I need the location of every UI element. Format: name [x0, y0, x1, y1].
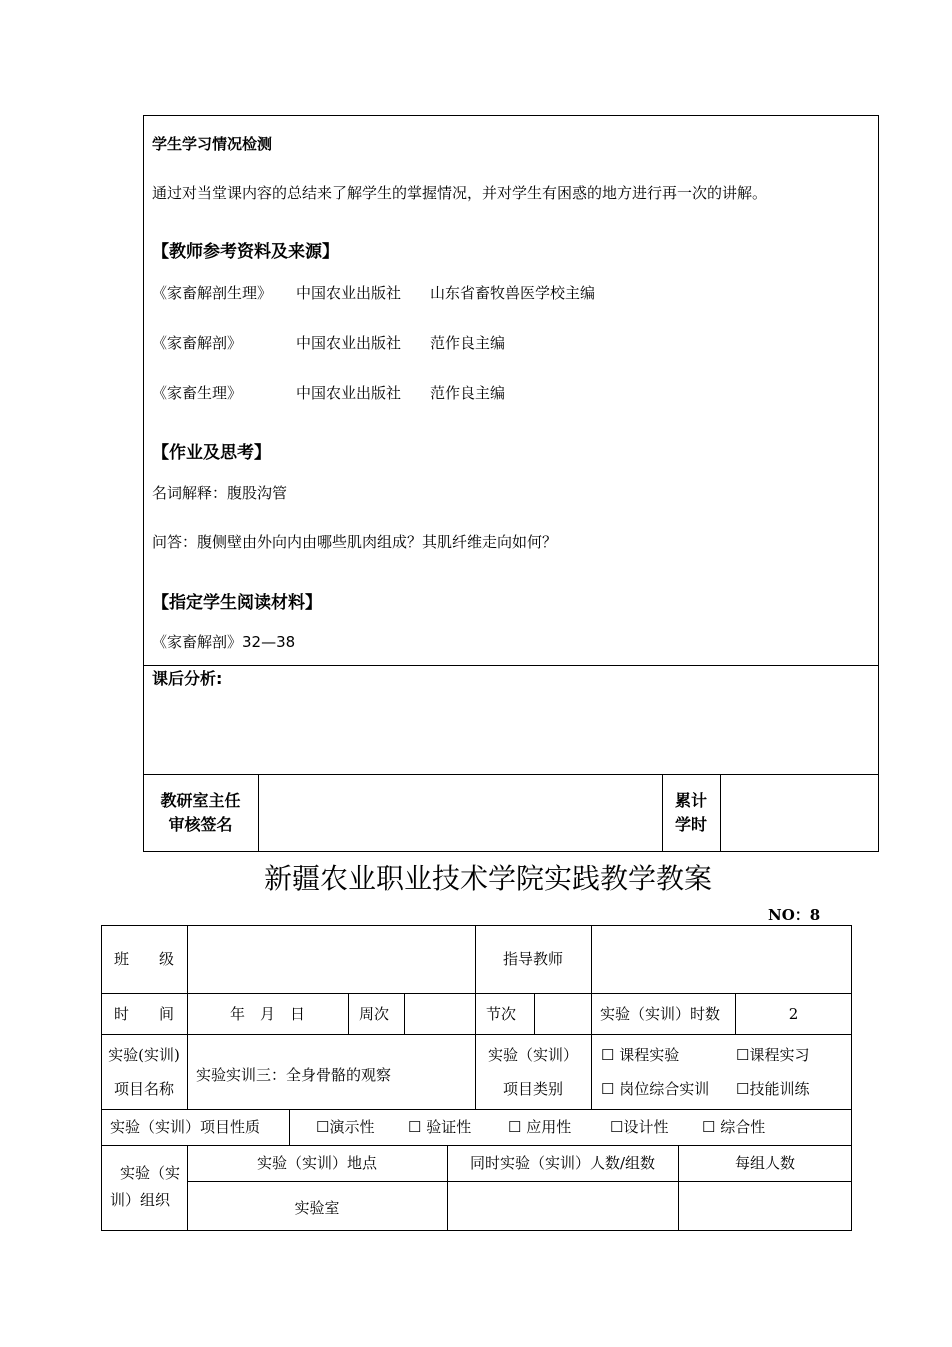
date-field: 年 月 日	[229, 1005, 305, 1023]
sign-label-line1: 教研室主任	[160, 791, 241, 810]
org-label-line1: 实验（实	[120, 1164, 181, 1182]
class-label: 班 级	[113, 950, 174, 968]
hours-value: 2	[788, 1005, 799, 1023]
ref-editor-2: 范作良主编	[430, 334, 506, 352]
ref-publisher-3: 中国农业出版社	[296, 384, 402, 402]
nature-comprehensive-checkbox[interactable]: ☐ 综合性	[702, 1118, 766, 1136]
homework-item-1: 名词解释：腹股沟管	[152, 484, 288, 502]
doc-number: NO：8	[768, 906, 821, 924]
row-line-5	[187, 1181, 852, 1182]
category-label-line1: 实验（实训）	[487, 1046, 578, 1064]
location-label: 实验（实训）地点	[256, 1154, 377, 1172]
hours-label-line2: 学时	[674, 815, 707, 834]
sign-label-line2: 审核签名	[168, 815, 233, 834]
check-heading: 学生学习情况检测	[152, 135, 273, 153]
reading-text: 《家畜解剖》32—38	[152, 633, 296, 651]
instructor-label: 指导教师	[502, 950, 563, 968]
org-label-line2: 训）组织	[110, 1191, 171, 1209]
category-label-line2: 项目类别	[502, 1080, 563, 1098]
ref-book-3: 《家畜生理》	[152, 384, 243, 402]
row-line-3	[101, 1109, 852, 1110]
doc-title: 新疆农业职业技术学院实践教学教案	[263, 862, 712, 895]
ref-publisher-2: 中国农业出版社	[296, 334, 402, 352]
row-line-2	[101, 1034, 852, 1035]
category-skill-training-checkbox[interactable]: ☐技能训练	[736, 1080, 810, 1098]
category-course-experiment-checkbox[interactable]: ☐ 课程实验	[601, 1046, 680, 1064]
nature-application-checkbox[interactable]: ☐ 应用性	[508, 1118, 572, 1136]
refs-heading: 【教师参考资料及来源】	[152, 242, 339, 262]
nature-label: 实验（实训）项目性质	[110, 1118, 261, 1136]
hours-label-line1: 累计	[674, 791, 707, 810]
project-label-line2: 项目名称	[113, 1080, 174, 1098]
divider-sign	[143, 774, 879, 775]
time-label: 时 间	[113, 1005, 174, 1023]
ref-publisher-1: 中国农业出版社	[296, 284, 402, 302]
project-label-line1: 实验(实训)	[108, 1046, 180, 1064]
row-line-4	[101, 1145, 852, 1146]
row-line-1	[101, 993, 852, 994]
location-value: 实验室	[294, 1199, 340, 1217]
category-course-internship-checkbox[interactable]: ☐课程实习	[736, 1046, 810, 1064]
category-comprehensive-training-checkbox[interactable]: ☐ 岗位综合实训	[601, 1080, 710, 1098]
col-line-week1	[348, 993, 349, 1034]
hours-label: 实验（实训）时数	[600, 1005, 721, 1023]
week-label: 周次	[359, 1005, 390, 1023]
per-group-label: 每组人数	[734, 1154, 795, 1172]
divider-sign-label	[258, 774, 259, 852]
analysis-label: 课后分析:	[152, 669, 223, 688]
col-line-nature	[289, 1109, 290, 1145]
homework-heading: 【作业及思考】	[152, 443, 271, 463]
nature-verification-checkbox[interactable]: ☐ 验证性	[408, 1118, 472, 1136]
ref-editor-1: 山东省畜牧兽医学校主编	[430, 284, 596, 302]
nature-design-checkbox[interactable]: ☐设计性	[610, 1118, 669, 1136]
ref-book-2: 《家畜解剖》	[152, 334, 243, 352]
ref-editor-3: 范作良主编	[430, 384, 506, 402]
col-line-week2	[404, 993, 405, 1034]
nature-demonstrative-checkbox[interactable]: ☐演示性	[316, 1118, 375, 1136]
groups-label: 同时实验（实训）人数/组数	[469, 1154, 656, 1172]
ref-book-1: 《家畜解剖生理》	[152, 284, 273, 302]
divider-hours-left	[662, 774, 663, 852]
divider-analysis	[143, 665, 879, 666]
section-label: 节次	[486, 1005, 517, 1023]
check-text: 通过对当堂课内容的总结来了解学生的掌握情况，并对学生有困惑的地方进行再一次的讲解。	[152, 184, 768, 202]
homework-item-2: 问答：腹侧壁由外向内由哪些肌肉组成？其肌纤维走向如何？	[152, 533, 558, 551]
col-line-c	[591, 925, 592, 1109]
divider-hours-right	[720, 774, 721, 852]
reading-heading: 【指定学生阅读材料】	[152, 593, 322, 613]
col-line-section	[534, 993, 535, 1034]
project-name: 实验实训三：全身骨骼的观察	[196, 1066, 392, 1084]
